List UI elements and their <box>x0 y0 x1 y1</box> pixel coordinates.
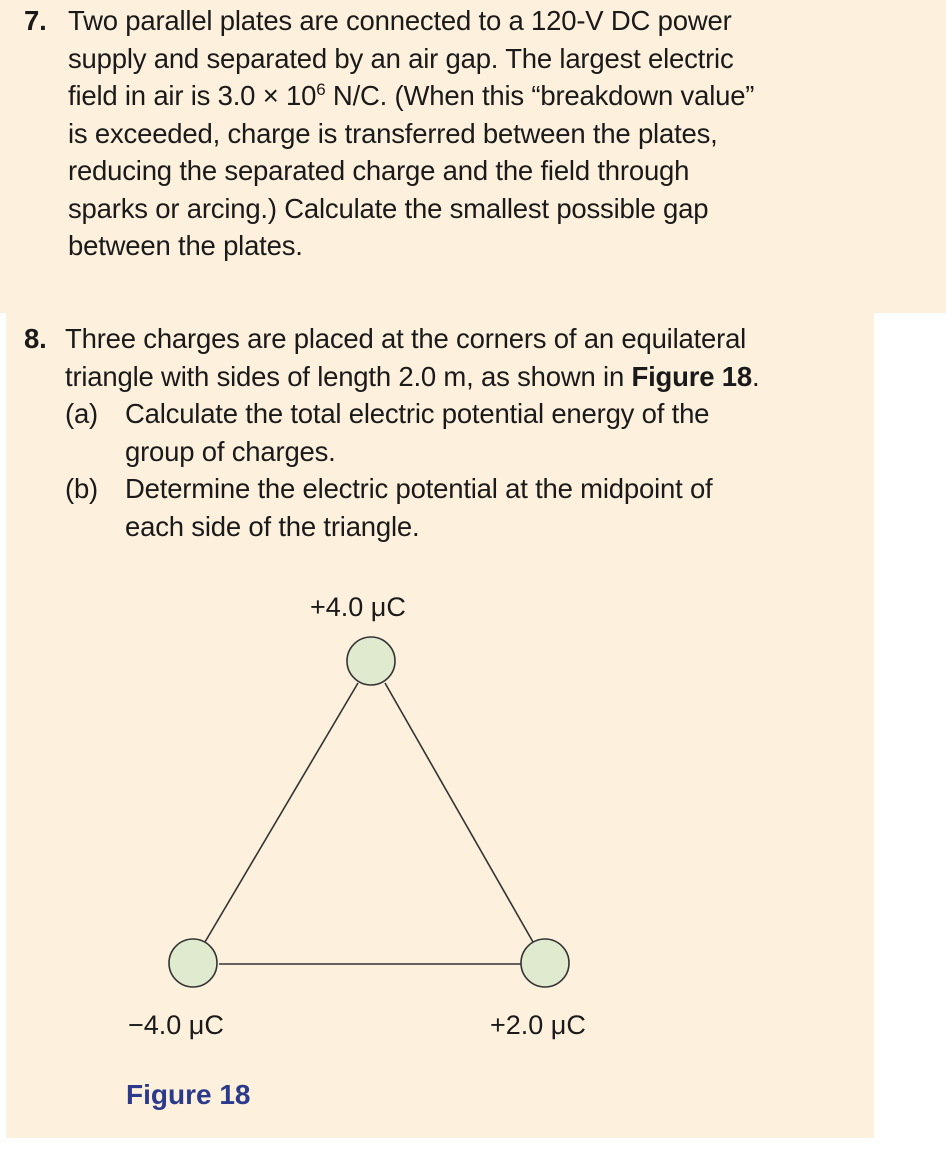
right-charge-label: +2.0 μC <box>490 1010 586 1040</box>
exponent: 6 <box>316 79 326 99</box>
problem-7-line-6: sparks or arcing.) Calculate the smallest possible gap <box>68 192 709 224</box>
problem-7-line-7: between the plates. <box>68 230 303 261</box>
problem-7-line-3: field in air is $3.0 \times 10^6$ N/C. (When this “breakdown value” <box>68 79 755 111</box>
problem-7-line-2: supply and separated by an air gap. The largest electric <box>68 42 734 74</box>
charge-right <box>521 939 569 987</box>
problem-7-line-5: reducing the separated charge and the field through <box>68 155 690 186</box>
part-b-line-2: each side of the triangle. <box>125 510 420 542</box>
left-charge-label: −4.0 μC <box>128 1010 224 1040</box>
part-a-line-2: group of charges. <box>125 435 336 467</box>
figure-reference: Figure 18 <box>631 360 752 392</box>
triangle-sides <box>205 683 533 964</box>
problem-8-line-1: 8. Three charges are placed at the corners of an equilateral <box>24 320 864 358</box>
charge-top <box>347 637 395 685</box>
problem-7-number: 7. <box>24 5 47 36</box>
figure-caption: Figure 18 <box>126 1079 251 1110</box>
side-left <box>205 683 358 942</box>
side-right <box>385 683 533 942</box>
charge-left <box>169 939 217 987</box>
part-a-label: (a) <box>65 398 99 429</box>
part-a-line-1: Calculate the total electric potential energy of the <box>125 398 710 429</box>
part-b-label: (b) <box>65 473 99 504</box>
part-b-line-1: Determine the electric potential at the midpoint of <box>125 473 713 504</box>
problem-8-number: 8. <box>24 323 47 354</box>
problem-7-line-1: 7. Two parallel plates are connected to a 120-V DC power <box>24 2 924 40</box>
top-charge-label: +4.0 μC <box>310 592 406 622</box>
problem-8-line-2: triangle with sides of length 2.0 m, as shown in Figure 18. <box>65 360 760 392</box>
problem-7-line-4: is exceeded, charge is transferred between the plates, <box>68 117 718 149</box>
